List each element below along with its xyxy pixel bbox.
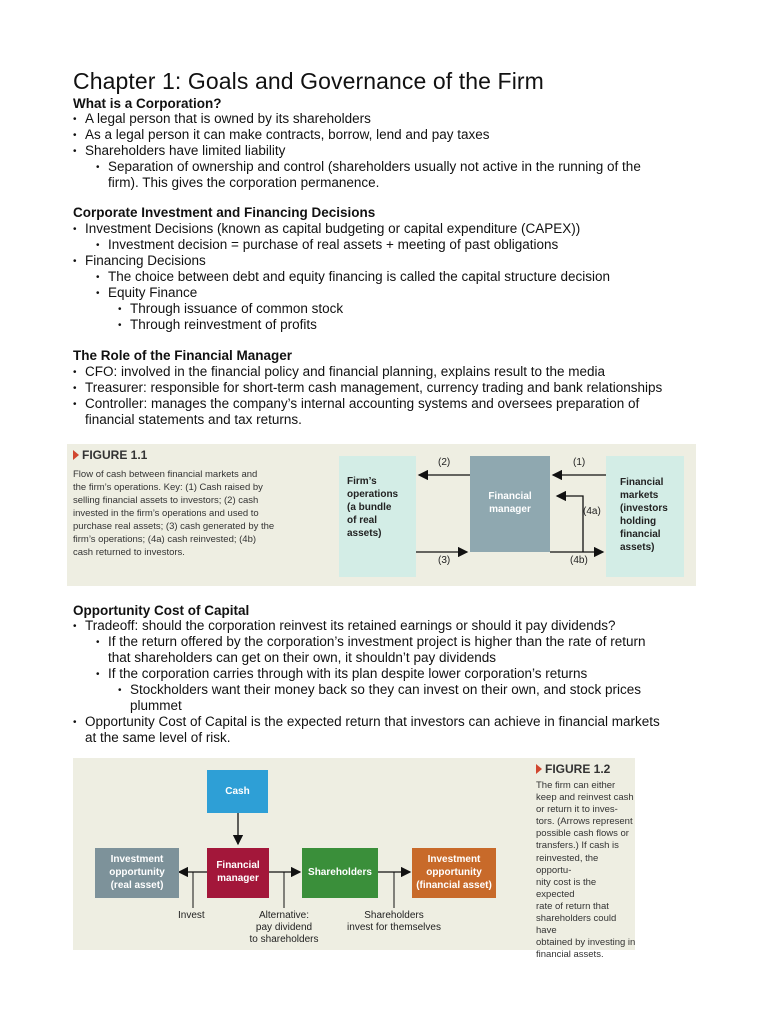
bullet-item: • Shareholders have limited liability: [73, 143, 286, 158]
bullet-continuation: financial statements and tax returns.: [85, 412, 302, 427]
section-heading-opportunity: Opportunity Cost of Capital: [73, 603, 250, 618]
bullet-item: • CFO: involved in the financial policy and financial planning, explains result to the media: [73, 364, 606, 379]
figure-1-2-caption: The firm can either keep and reinvest cash or return it to inves- tors. (Arrows represent possible cash flows or transfers.) If cash is reinvested, the opportu- nity cost is the expected rate of return that shareholders could have obtained by investing in financial assets.: [536, 780, 636, 961]
section-heading-investment: Corporate Investment and Financing Decisions: [73, 205, 376, 220]
figure-1-1-tag: FIGURE 1.1: [73, 448, 147, 462]
bullet-item: • Stockholders want their money back so they can invest on their own, and stock prices: [118, 682, 642, 697]
bullet-item: • If the corporation carries through with its plan despite lower corporation’s returns: [96, 666, 588, 681]
bullet-continuation: at the same level of risk.: [85, 730, 231, 745]
bullet-item: • As a legal person it can make contracts, borrow, lend and pay taxes: [73, 127, 490, 142]
bullet-item: • Treasurer: responsible for short-term cash management, currency trading and bank relationships: [73, 380, 663, 395]
bullet-icon: •: [73, 256, 77, 267]
bullet-item: • The choice between debt and equity financing is called the capital structure decision: [96, 269, 611, 284]
bullet-icon: •: [96, 162, 100, 173]
bullet-item: • Equity Finance: [96, 285, 198, 300]
bullet-continuation: firm). This gives the corporation permanence.: [108, 175, 380, 190]
label-3: (3): [438, 555, 451, 566]
label-4b: (4b): [570, 555, 588, 566]
figure-1-2-tag: FIGURE 1.2: [536, 762, 610, 776]
bullet-icon: •: [118, 320, 122, 331]
bullet-item: • Investment Decisions (known as capital budgeting or capital expenditure (CAPEX)): [73, 221, 581, 236]
label-invest: Invest: [178, 910, 205, 921]
bullet-icon: •: [118, 685, 122, 696]
bullet-icon: •: [96, 272, 100, 283]
bullet-continuation: plummet: [130, 698, 182, 713]
bullet-icon: •: [73, 621, 77, 632]
bullet-icon: •: [96, 288, 100, 299]
page-title: Chapter 1: Goals and Governance of the Firm: [73, 68, 544, 94]
bullet-icon: •: [73, 367, 77, 378]
label-1: (1): [573, 457, 586, 468]
bullet-icon: •: [73, 224, 77, 235]
section-heading-manager: The Role of the Financial Manager: [73, 348, 293, 363]
box-financial-manager: Financial manager: [470, 456, 550, 552]
bullet-continuation: that shareholders can get on their own, it shouldn’t pay dividends: [108, 650, 496, 665]
box-financial-manager-2: Financial manager: [207, 848, 269, 898]
box-investment-real: Investment opportunity (real asset): [95, 848, 179, 898]
bullet-item: • Opportunity Cost of Capital is the expected return that investors can achieve in financial markets: [73, 714, 660, 729]
bullet-icon: •: [73, 114, 77, 125]
bullet-item: • Controller: manages the company’s internal accounting systems and oversees preparation of: [73, 396, 640, 411]
bullet-item: • Tradeoff: should the corporation reinvest its retained earnings or should it pay dividends?: [73, 618, 616, 633]
bullet-icon: •: [73, 399, 77, 410]
bullet-icon: •: [73, 146, 77, 157]
bullet-icon: •: [118, 304, 122, 315]
box-financial-markets: Financial markets (investors holding financial assets): [606, 456, 684, 577]
box-cash: Cash: [207, 770, 268, 813]
bullet-icon: •: [96, 240, 100, 251]
bullet-icon: •: [73, 130, 77, 141]
label-2: (2): [438, 457, 451, 468]
bullet-item: • Separation of ownership and control (shareholders usually not active in the running of the: [96, 159, 641, 174]
bullet-item: • Through reinvestment of profits: [118, 317, 317, 332]
bullet-item: • Investment decision = purchase of real assets + meeting of past obligations: [96, 237, 559, 252]
bullet-icon: •: [96, 669, 100, 680]
box-firms-operations: Firm’s operations (a bundle of real assets): [339, 456, 416, 577]
figure-1-1-caption: Flow of cash between financial markets and the firm’s operations. Key: (1) Cash raised by selling financial assets to investors; (2) cash invested in the firm’s operations and used to purchase real assets; (3) cash generated by the firm’s operations; (4a) cash reinvested; (4b) cash returned to investors.: [73, 469, 275, 558]
label-4a: (4a): [583, 506, 601, 517]
bullet-item: • Financing Decisions: [73, 253, 206, 268]
bullet-icon: •: [73, 383, 77, 394]
bullet-item: • If the return offered by the corporation’s investment project is higher than the rate of return: [96, 634, 646, 649]
bullet-icon: •: [96, 637, 100, 648]
bullet-icon: •: [73, 717, 77, 728]
box-shareholders: Shareholders: [302, 848, 378, 898]
box-investment-financial: Investment opportunity (financial asset): [412, 848, 496, 898]
bullet-item: • A legal person that is owned by its shareholders: [73, 111, 371, 126]
label-alternative: Alternative: pay dividend to shareholders: [249, 910, 319, 945]
label-shareholders-invest: Shareholders invest for themselves: [347, 910, 441, 933]
section-heading-corporation: What is a Corporation?: [73, 96, 222, 111]
bullet-item: • Through issuance of common stock: [118, 301, 344, 316]
